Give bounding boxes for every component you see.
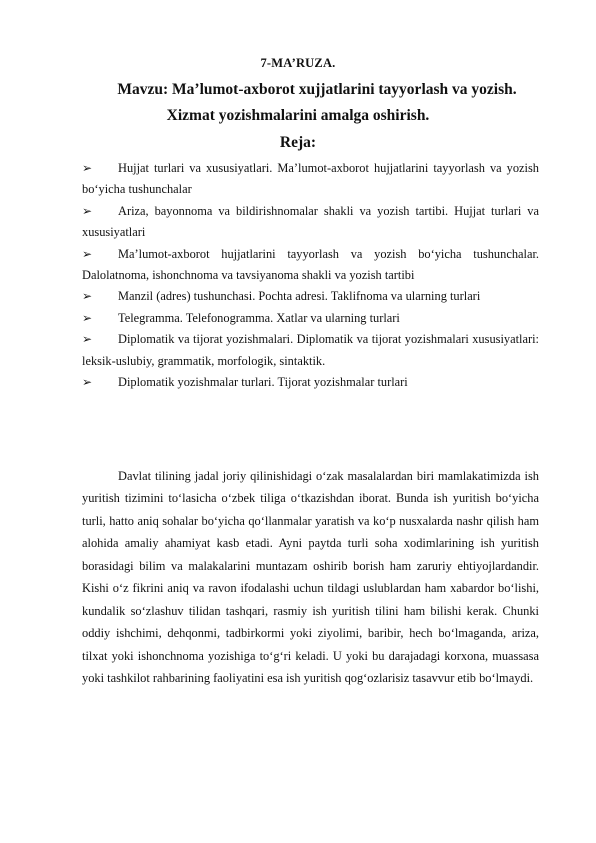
arrow-bullet-icon: ➢ [82,203,93,218]
plan-item [82,286,539,307]
plan-list [82,158,539,393]
plan-item-text: Telegramma. Telefonogramma. Xatlar va ularning turlari [118,310,400,325]
arrow-bullet-icon: ➢ [82,161,93,175]
plan-item-text: Hujjat turlari va xususiyatlari. Ma’lumot-axborot hujjatlarini tayyorlash va yozish bo‘yicha tushunchalar [82,161,539,197]
topic-title-line-2: Xizmat yozishmalarini amalga oshirish. [166,107,430,124]
body-paragraph: Davlat tilining jadal joriy qilinishidagi o‘zak masalalardan biri mamlakatimizda ish yuritish tizimini to‘lasicha o‘zbek tiliga o‘tkazishdan iborat. Bunda ish yuritish bo‘yicha turli, hatto aniq sohalar bo‘yicha qo‘llanmalar yaratish va ko‘p nusxalarda nashr qilish ham alohida amaliy ahamiyat kasb etadi. Ayni paytda turli soha xodimlarining ish yuritish borasidagi bilim va malakalarini muntazam oshirib borish ham zaruriy ehtiyojlardandir. Kishi o‘z fikrini aniq va ravon ifodalashi uchun tildagi uslublardan ham xabardor bo‘lishi, kundalik so‘zlashuv tilidan tashqari, rasmiy ish yuritish tilini ham bilishi kerak. Chunki oddiy ishchimi, dehqonmi, tadbirkormi yoki ziyolimi, baribir, hech bo‘lmaganda, ariza, tilxat yoki ishonchnoma yozishiga to‘g‘ri keladi. U yoki bu darajadagi korxona, muassasa yoki tashkilot rahbarining faoliyatini esa ish yuritish qog‘ozlarisiz tasavvur etib bo‘lmaydi. [82,469,539,686]
arrow-bullet-icon: ➢ [82,289,93,304]
plan-item [82,329,539,372]
plan-item-text: Manzil (adres) tushunchasi. Pochta adresi. Taklifnoma va ularning turlari [118,289,481,304]
plan-item [82,158,539,201]
plan-item [82,308,539,329]
topic-title-line-1: Mavzu: Ma’lumot-axborot xujjatlarini tayyorlash va yozish. [117,81,517,98]
plan-item-text: Diplomatik yozishmalar turlari. Tijorat yozishmalar turlari [118,375,408,390]
lecture-number: 7-MA’RUZA. [260,56,336,70]
plan-item-text: Ariza, bayonnoma va bildirishnomalar shakli va yozish tartibi. Hujjat turlari va xususiyatlari [82,203,539,240]
plan-item [82,201,539,244]
arrow-bullet-icon: ➢ [82,246,93,261]
plan-heading: Reja: [279,134,317,151]
plan-item-text: Diplomatik va tijorat yozishmalari. Diplomatik va tijorat yozishmalari xususiyatlari: leksik-uslubiy, grammatik, morfologik, sintaktik. [82,332,539,368]
arrow-bullet-icon: ➢ [82,332,93,347]
arrow-bullet-icon: ➢ [82,375,93,390]
arrow-bullet-icon: ➢ [82,310,93,325]
plan-item [82,372,539,393]
plan-item-text: Ma’lumot-axborot hujjatlarini tayyorlash va yozish bo‘yicha tushunchalar. Dalolatnoma, ishonchnoma va tavsiyanoma shakli va yozish tartibi [82,246,539,283]
plan-item [82,244,539,287]
